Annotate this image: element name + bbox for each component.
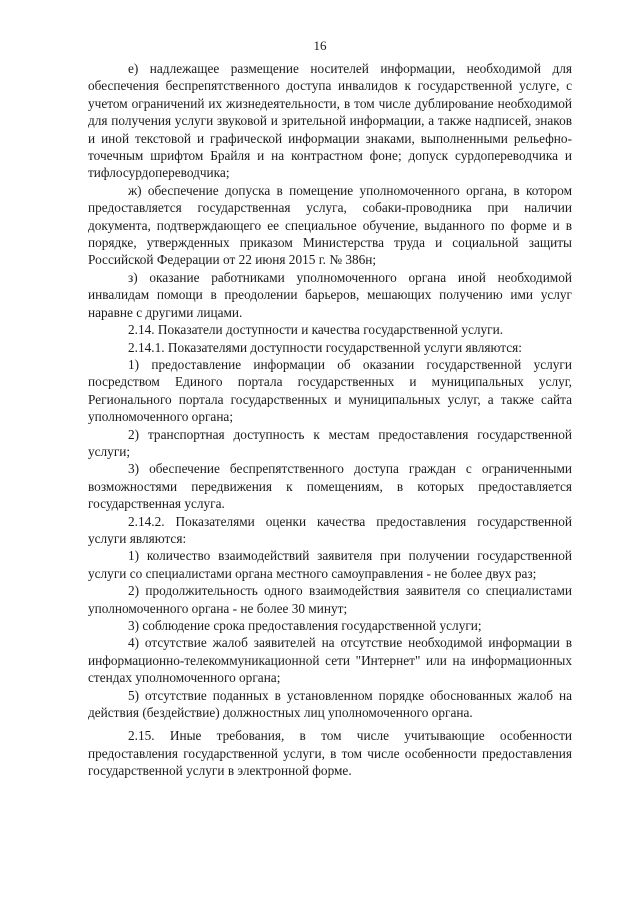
section-2-15-paragraph: 2.15. Иные требования, в том числе учитывающие особенности предоставления государственной услуги, в том числе особенности предоставления государственной услуги в электронной форме. (88, 728, 572, 779)
quality-item-2: 2) продолжительность одного взаимодействия заявителя со специалистами уполномоченного органа - не более 30 минут; (88, 583, 572, 616)
accessibility-item-2: 2) транспортная доступность к местам предоставления государственной услуги; (88, 426, 572, 459)
accessibility-item-1: 1) предоставление информации об оказании государственной услуги посредством Единого портала государственных и муниципальных услуг, Регионального портала государственных и муниципальных услуг, а также сайта уполномоченного органа; (88, 356, 572, 425)
quality-item-1: 1) количество взаимодействий заявителя при получении государственной услуги со специалистами органа местного самоуправления - не более двух раз; (88, 548, 572, 581)
quality-item-3: 3) соблюдение срока предоставления государственной услуги; (128, 618, 482, 633)
section-2-14-2-heading: 2.14.2. Показателями оценки качества предоставления государственной услуги являются: (88, 513, 572, 546)
paragraph-e: е) надлежащее размещение носителей информации, необходимой для обеспечения беспрепятственного доступа инвалидов к государственной услуге, с учетом ограничений их жизнедеятельности, в том числе дублирование необходимой для получения услуги звуковой и зрительной информации, а также надписей, знаков и иной текстовой и графической информации знаками, выполненными рельефно-точечным шрифтом Брайля и на контрастном фоне; допуск сурдопереводчика и тифлосурдопереводчика; (88, 61, 572, 181)
document-body (88, 60, 572, 780)
accessibility-item-3: 3) обеспечение беспрепятственного доступа граждан с ограниченными возможностями передвижения к помещениям, в которых предоставляется государственная услуга. (88, 461, 572, 512)
section-2-14-heading: 2.14. Показатели доступности и качества государственной услуги. (128, 322, 504, 338)
section-2-14-1-heading: 2.14.1. Показателями доступности государственной услуги являются: (128, 339, 522, 355)
page-number: 16 (313, 38, 327, 53)
quality-item-5: 5) отсутствие поданных в установленном порядке обоснованных жалоб на действия (бездействие) должностных лиц уполномоченного органа. (88, 687, 572, 721)
paragraph-zh: ж) обеспечение допуска в помещение уполномоченного органа, в котором предоставляется государственная услуга, собаки-проводника при наличии документа, подтверждающего ее специальное обучение, выданного по форме и в порядке, утвержденных приказом Министерства труда и социальной защиты Российской Федерации от 22 июня 2015 г. № 386н; (88, 182, 572, 268)
quality-item-4: 4) отсутствие жалоб заявителей на отсутствие необходимой информации в информационно-телекоммуникационной сети "Интернет" или на информационных стендах уполномоченного органа; (88, 635, 572, 686)
paragraph-z: з) оказание работниками уполномоченного органа иной необходимой инвалидам помощи в преодолении барьеров, мешающих получению ими услуг наравне с другими лицами. (88, 269, 572, 320)
